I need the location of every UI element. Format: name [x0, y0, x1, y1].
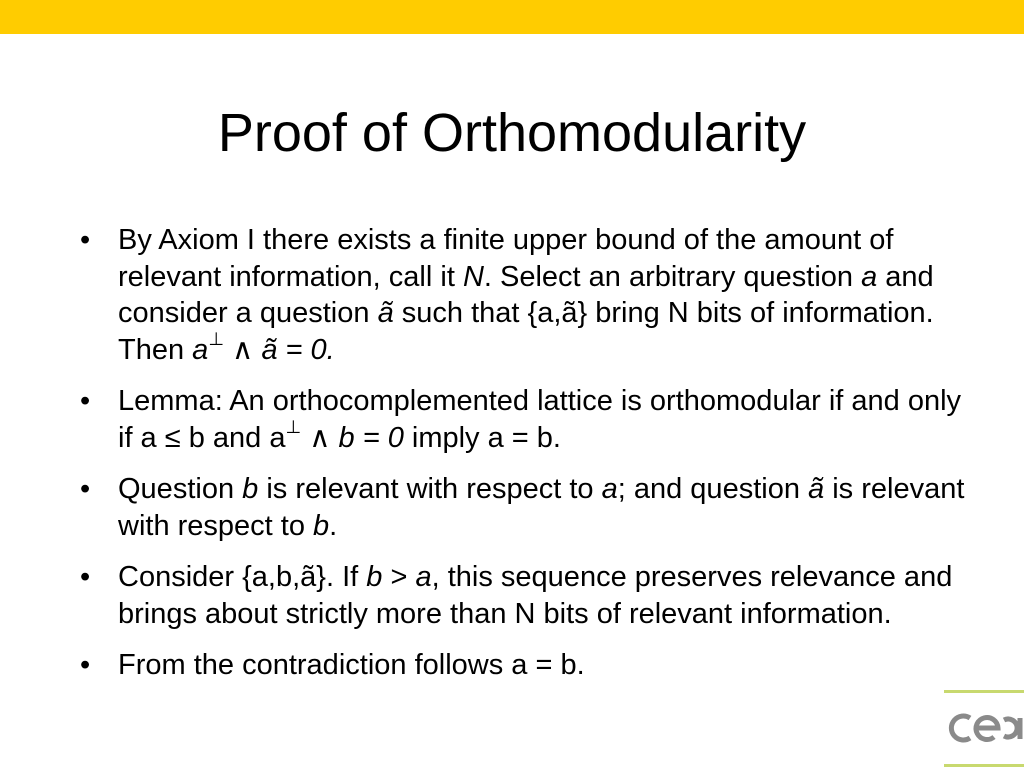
bullet-marker: •: [80, 473, 91, 505]
bullet-text: . Select an arbitrary question: [483, 260, 862, 293]
bullet-text: Consider {a,b,ã}. If: [118, 561, 367, 593]
bullet-text: By Axiom I there exists a finite upper bound of the amount of relevant information, call it: [118, 224, 894, 293]
bullet-marker: •: [80, 649, 91, 681]
bullet-text: .: [329, 509, 338, 542]
logo-bottom-line: [944, 764, 1024, 767]
cea-logo: [944, 690, 1024, 768]
math-symbol: a: [192, 333, 209, 366]
bullet-text: Question: [118, 473, 243, 505]
bullet-list: [80, 222, 980, 699]
slide-title: Proof of Orthomodularity: [217, 103, 807, 163]
math-expression: ã = 0.: [261, 333, 335, 366]
cea-logo-icon: [948, 708, 1024, 748]
bullet-text: is relevant with respect to: [258, 473, 602, 505]
bullet-text: ∧: [224, 333, 262, 366]
math-symbol: N: [462, 260, 484, 293]
math-expression: b = 0: [338, 421, 404, 454]
bullet-text: , this sequence preserves relevance and brings about strictly more than N bits of relevant information.: [118, 561, 953, 630]
math-symbol: b: [313, 509, 330, 542]
perp-superscript: ⊥: [208, 328, 224, 349]
math-symbol: a: [415, 561, 432, 593]
bullet-item: [80, 383, 980, 456]
bullet-text: such that {a,ã} bring N bits of information. Then: [118, 297, 934, 366]
top-accent-bar: [0, 0, 1024, 34]
bullet-text: ∧: [301, 421, 339, 454]
bullet-text: and consider a question: [118, 260, 934, 329]
bullet-text: From the contradiction follows a = b.: [118, 649, 585, 681]
bullet-text: >: [382, 561, 416, 593]
bullet-marker: •: [80, 561, 91, 593]
logo-top-line: [944, 690, 1024, 693]
math-symbol: b: [366, 561, 383, 593]
bullet-marker: •: [80, 224, 91, 256]
bullet-text: is relevant with respect to: [118, 473, 965, 542]
math-symbol: ã: [808, 473, 825, 505]
math-symbol: a: [861, 260, 878, 293]
bullet-item: [80, 647, 980, 684]
math-symbol: ã: [377, 297, 394, 329]
bullet-item: [80, 559, 980, 632]
bullet-item: [80, 471, 980, 544]
bullet-text: Lemma: An orthocomplemented lattice is orthomodular if and only if a ≤ b and a: [118, 385, 962, 454]
bullet-text: imply a = b.: [403, 421, 561, 454]
bullet-text: ; and question: [617, 473, 809, 505]
bullet-item: [80, 222, 980, 368]
math-symbol: a: [601, 473, 618, 505]
perp-superscript: ⊥: [285, 416, 302, 437]
math-symbol: b: [242, 473, 259, 505]
bullet-marker: •: [80, 385, 91, 417]
